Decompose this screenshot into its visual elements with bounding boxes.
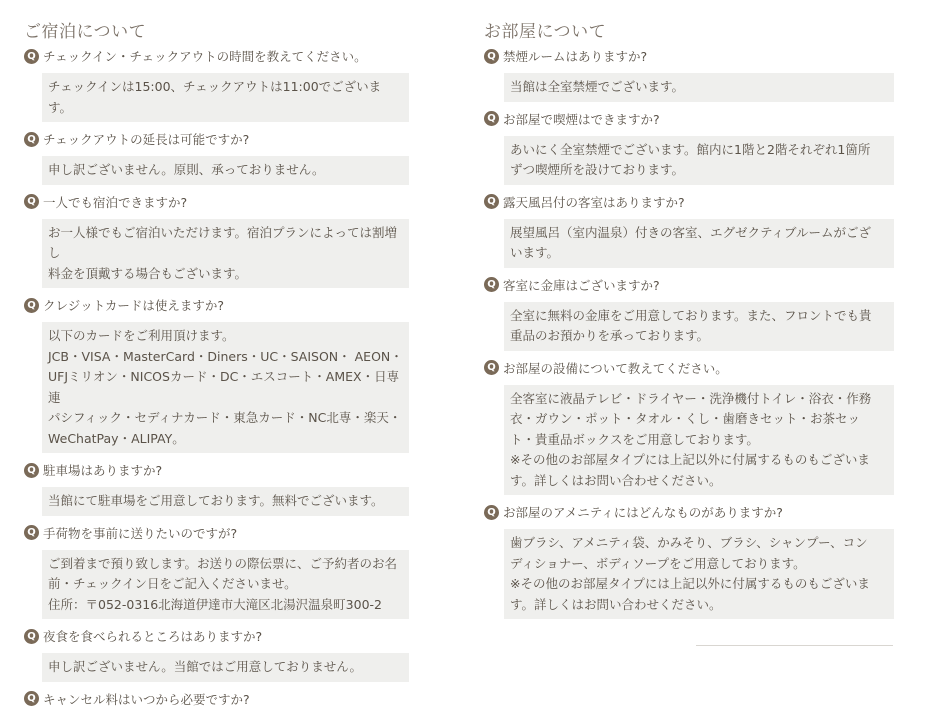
question-icon: Q [484,111,499,126]
faq-question-text: 一人でも宿泊できますか? [43,194,188,210]
divider [696,645,893,646]
faq-item [484,192,894,268]
question-icon: Q [484,49,499,64]
faq-question [24,129,434,149]
faq-item [24,626,434,682]
faq-answer: 以下のカードをご利用頂けます。 JCB・VISA・MasterCard・Diners・UC・SAISON・ AEON・ UFJミリオン・NICOSカード・DC・エスコート・AMEX・日専連 パシフィック・セディナカード・東急カード・NC北専・楽天・ WeChatPay・ALIPAY。 [42,322,409,453]
faq-item [484,109,894,185]
faq-list-room [484,46,894,619]
faq-item [484,46,894,102]
faq-question-text: お部屋の設備について教えてください。 [503,360,728,376]
question-icon: Q [24,194,39,209]
faq-answer: ご到着まで預り致します。お送りの際伝票に、ご予約者のお名 前・チェックイン日をご記入くださいませ。 住所：〒052-0316北海道伊達市大滝区北湯沢温泉町300-2 [42,550,409,620]
faq-item [24,129,434,185]
faq-answer: あいにく全室禁煙でございます。館内に1階と2階それぞれ1箇所 ずつ喫煙所を設けております。 [504,136,894,185]
faq-answer: 展望風呂（室内温泉）付きの客室、エグゼクティブルームがござ います。 [504,219,894,268]
faq-question [484,46,894,66]
faq-question [484,358,894,378]
faq-item [24,192,434,289]
faq-question-text: 客室に金庫はございますか? [503,277,660,293]
faq-item [484,502,894,619]
faq-question-text: お部屋で喫煙はできますか? [503,111,660,127]
faq-item [484,275,894,351]
section-title-stay: ご宿泊について [24,22,147,42]
faq-question-text: 禁煙ルームはありますか? [503,49,648,64]
faq-question-text: 駐車場はありますか? [43,463,163,478]
faq-answer: 当館にて駐車場をご用意しております。無料でございます。 [42,487,409,516]
faq-question-text: 露天風呂付の客室はありますか? [503,194,685,210]
question-icon: Q [24,629,39,644]
faq-item [24,295,434,453]
faq-question-text: チェックイン・チェックアウトの時間を教えてください。 [43,49,367,64]
faq-question [24,46,434,66]
question-icon: Q [24,132,39,147]
faq-question-text: キャンセル料はいつから必要ですか? [43,691,250,707]
faq-answer: 当館は全室禁煙でございます。 [504,73,894,102]
faq-item [24,523,434,620]
faq-answer: お一人様でもご宿泊いただけます。宿泊プランによっては割増し 料金を頂戴する場合もございます。 [42,219,409,289]
faq-question [24,626,434,646]
question-icon: Q [24,691,39,706]
faq-question-text: 手荷物を事前に送りたいのですが? [43,525,238,541]
question-icon: Q [484,277,499,292]
question-icon: Q [24,49,39,64]
faq-answer: 歯ブラシ、アメニティ袋、かみそり、ブラシ、シャンプー、コン ディショナー、ボディソープをご用意しております。 ※その他のお部屋タイプには上記以外に付属するものもございま す。詳しくはお問い合わせください。 [504,529,894,619]
faq-question [24,689,434,709]
faq-answer: チェックインは15:00、チェックアウトは11:00でございます。 [42,73,409,122]
faq-question-text: お部屋のアメニティにはどんなものがありますか? [503,505,783,520]
faq-list-stay [24,46,434,709]
faq-answer: 申し訳ございません。原則、承っておりません。 [42,156,409,185]
faq-question-text: チェックアウトの延長は可能ですか? [43,132,250,147]
faq-answer: 全室に無料の金庫をご用意しております。また、フロントでも貴 重品のお預かりを承っております。 [504,302,894,351]
faq-question [24,192,434,212]
faq-question [24,295,434,315]
faq-item [24,689,434,709]
question-icon: Q [24,298,39,313]
faq-answer: 全客室に液晶テレビ・ドライヤー・洗浄機付トイレ・浴衣・作務 衣・ガウン・ポット・タオル・くし・歯磨きセット・お茶セッ ト・貴重品ボックスをご用意しております。 ※その他のお部屋タイプには上記以外に付属するものもございま す。詳しくはお問い合わせください。 [504,385,894,496]
faq-question-text: 夜食を食べられるところはありますか? [43,629,263,644]
faq-question [484,192,894,212]
faq-question [24,460,434,480]
question-icon: Q [24,525,39,540]
faq-item [24,460,434,516]
faq-item [484,358,894,496]
faq-item [24,46,434,122]
question-icon: Q [484,194,499,209]
faq-question [484,109,894,129]
faq-answer: 申し訳ございません。当館ではご用意しておりません。 [42,653,409,682]
faq-question [24,523,434,543]
faq-question [484,502,894,522]
question-icon: Q [484,505,499,520]
question-icon: Q [24,463,39,478]
question-icon: Q [484,360,499,375]
section-title-room: お部屋について [484,22,607,42]
faq-question-text: クレジットカードは使えますか? [43,298,224,313]
faq-question [484,275,894,295]
